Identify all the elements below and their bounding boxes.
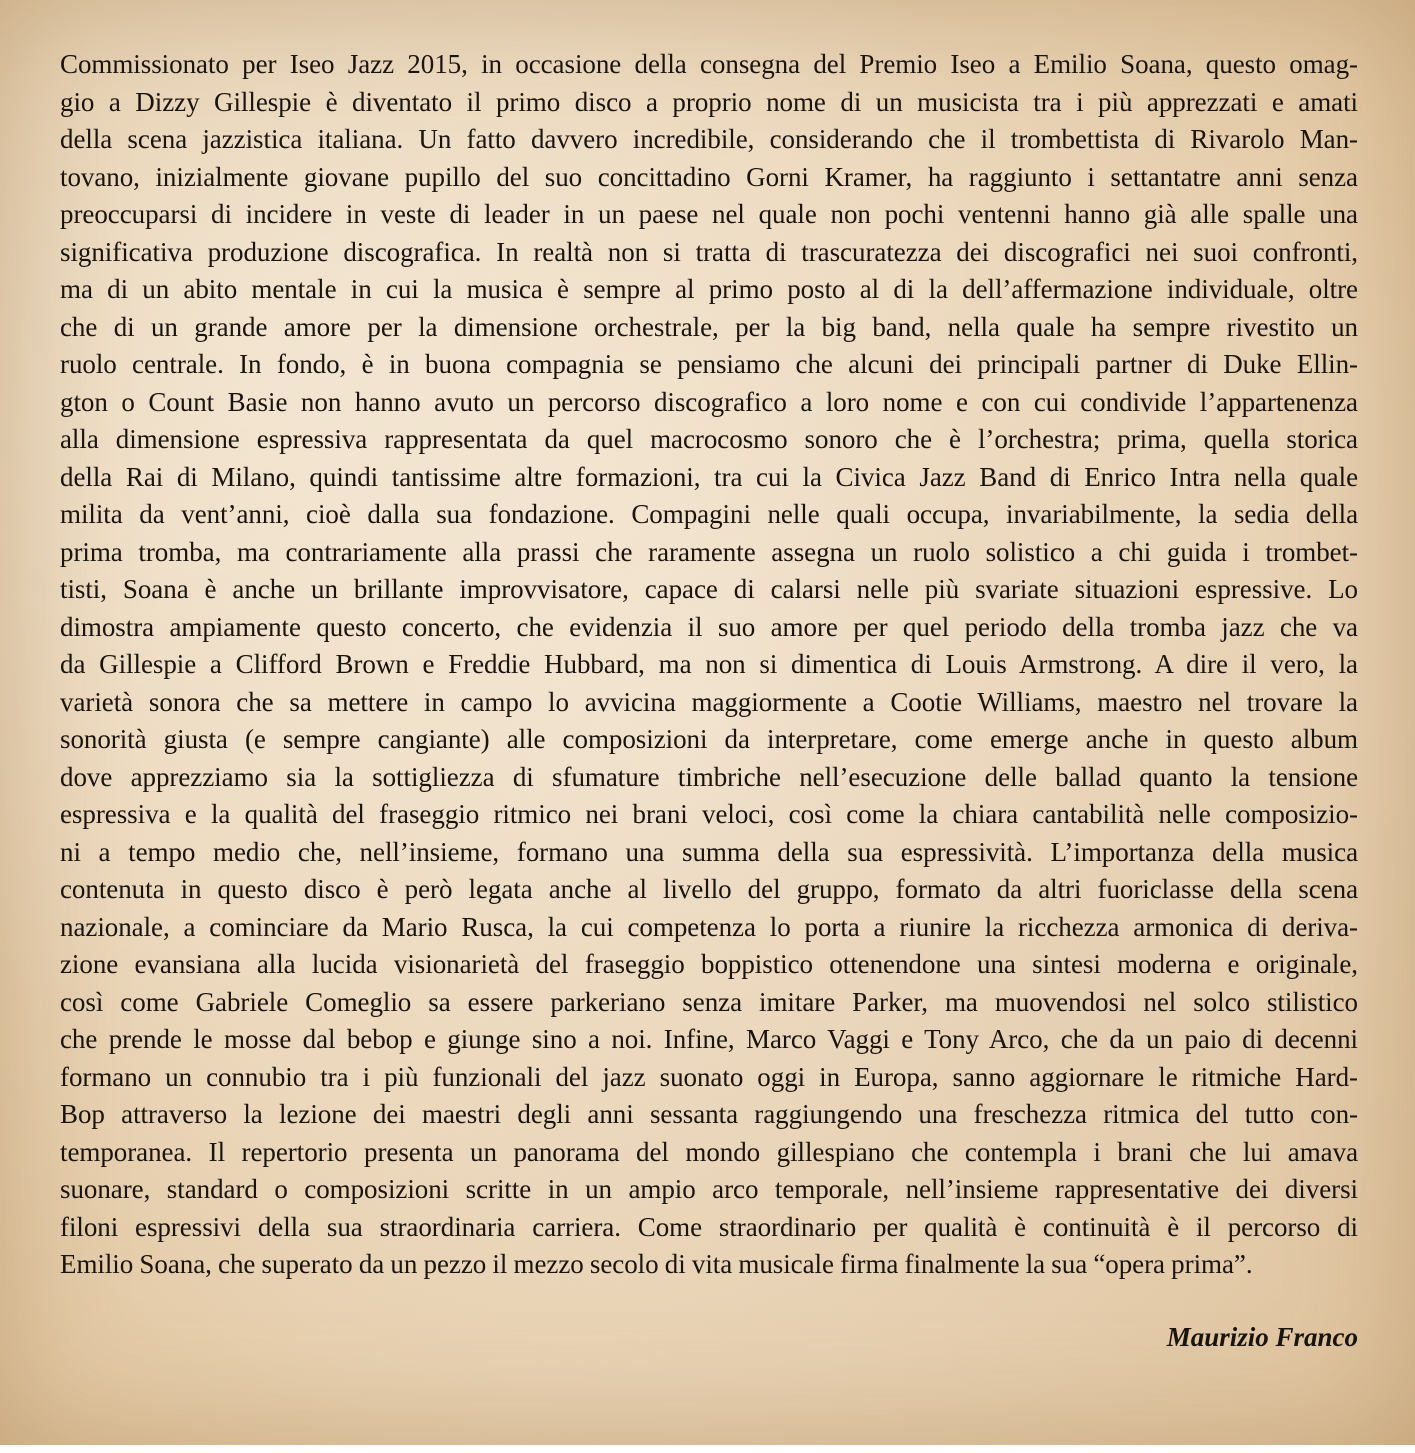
text-line: da Gillespie a Clifford Brown e Freddie Hubbard, ma non si dimentica di Louis Armstrong. A dire il vero, la: [60, 649, 1358, 679]
text-line: zione evansiana alla lucida visionarietà del fraseggio boppistico ottenendone una sintesi moderna e originale,: [60, 949, 1358, 979]
text-line: formano un connubio tra i più funzionali del jazz suonato oggi in Europa, sanno aggiornare le ritmiche Hard-: [60, 1061, 1358, 1092]
text-line: alla dimensione espressiva rappresentata da quel macrocosmo sonoro che è l’orchestra; prima, quella storica: [60, 424, 1358, 454]
text-line: dimostra ampiamente questo concerto, che evidenzia il suo amore per quel periodo della tromba jazz che va: [60, 611, 1358, 642]
text-line: contenuta in questo disco è però legata anche al livello del gruppo, formato da altri fuoriclasse della scena: [60, 874, 1358, 904]
text-line: espressiva e la qualità del fraseggio ritmico nei brani veloci, così come la chiara cantabilità nelle composizio-: [60, 799, 1358, 829]
text-line: ma di un abito mentale in cui la musica è sempre al primo posto al di la dell’affermazione individuale, oltre: [60, 274, 1358, 304]
text-line: milita da vent’anni, cioè dalla sua fondazione. Compagini nelle quali occupa, invariabilmente, la sedia della: [60, 499, 1358, 529]
text-line: Commissionato per Iseo Jazz 2015, in occasione della consegna del Premio Iseo a Emilio Soana, questo omag-: [60, 49, 1358, 79]
text-line: tisti, Soana è anche un brillante improvvisatore, capace di calarsi nelle più svariate situazioni espressive. Lo: [60, 574, 1358, 604]
text-line: dove apprezziamo sia la sottigliezza di sfumature timbriche nell’esecuzione delle ballad quanto la tensione: [60, 761, 1358, 792]
text-line: così come Gabriele Comeglio sa essere parkeriano senza imitare Parker, ma muovendosi nel solco stilistico: [60, 986, 1358, 1017]
text-line: Emilio Soana, che superato da un pezzo il mezzo secolo di vita musicale firma finalmente la sua “opera prima”.: [60, 1249, 1253, 1279]
text-line: ni a tempo medio che, nell’insieme, formano una summa della sua espressività. L’importanza della musica: [60, 836, 1358, 867]
text-line: significativa produzione discografica. In realtà non si tratta di trascuratezza dei discografici nei suoi confronti,: [60, 236, 1358, 267]
text-line: ruolo centrale. In fondo, è in buona compagnia se pensiamo che alcuni dei principali partner di Duke Ellin-: [60, 349, 1358, 379]
text-line: varietà sonora che sa mettere in campo lo avvicina maggiormente a Cootie Williams, maestro nel trovare la: [60, 686, 1358, 717]
text-line: Bop attraverso la lezione dei maestri degli anni sessanta raggiungendo una freschezza ritmica del tutto con-: [60, 1099, 1358, 1129]
text-line: che di un grande amore per la dimensione orchestrale, per la big band, nella quale ha sempre rivestito un: [60, 311, 1358, 342]
text-line: gio a Dizzy Gillespie è diventato il primo disco a proprio nome di un musicista tra i più apprezzati e amati: [60, 86, 1358, 117]
text-line: filoni espressivi della sua straordinaria carriera. Come straordinario per qualità è continuità è il percorso di: [60, 1211, 1358, 1242]
author-signature: Maurizio Franco: [1166, 1322, 1358, 1352]
text-line: preoccuparsi di incidere in veste di leader in un paese nel quale non pochi ventenni hanno già alle spalle una: [60, 199, 1358, 229]
liner-notes-body: [60, 46, 1358, 1284]
text-line: gton o Count Basie non hanno avuto un percorso discografico a loro nome e con cui condivide l’appartenenza: [60, 386, 1358, 417]
text-line: prima tromba, ma contrariamente alla prassi che raramente assegna un ruolo solistico a chi guida i trombet-: [60, 536, 1358, 567]
text-line: della Rai di Milano, quindi tantissime altre formazioni, tra cui la Civica Jazz Band di Enrico Intra nella quale: [60, 461, 1358, 492]
text-line: tovano, inizialmente giovane pupillo del suo concittadino Gorni Kramer, ha raggiunto i settantatre anni senza: [60, 161, 1358, 192]
text-line: della scena jazzistica italiana. Un fatto davvero incredibile, considerando che il trombettista di Rivarolo Man-: [60, 124, 1358, 154]
text-line: che prende le mosse dal bebop e giunge sino a noi. Infine, Marco Vaggi e Tony Arco, che da un paio di decenni: [60, 1024, 1358, 1054]
text-line: nazionale, a cominciare da Mario Rusca, la cui competenza lo porta a riunire la ricchezza armonica di deriva-: [60, 911, 1358, 942]
text-line: sonorità giusta (e sempre cangiante) alle composizioni da interpretare, come emerge anche in questo album: [60, 724, 1358, 754]
text-line: temporanea. Il repertorio presenta un panorama del mondo gillespiano che contempla i brani che lui amava: [60, 1136, 1358, 1167]
text-line: suonare, standard o composizioni scritte in un ampio arco temporale, nell’insieme rappresentative dei diversi: [60, 1174, 1358, 1204]
